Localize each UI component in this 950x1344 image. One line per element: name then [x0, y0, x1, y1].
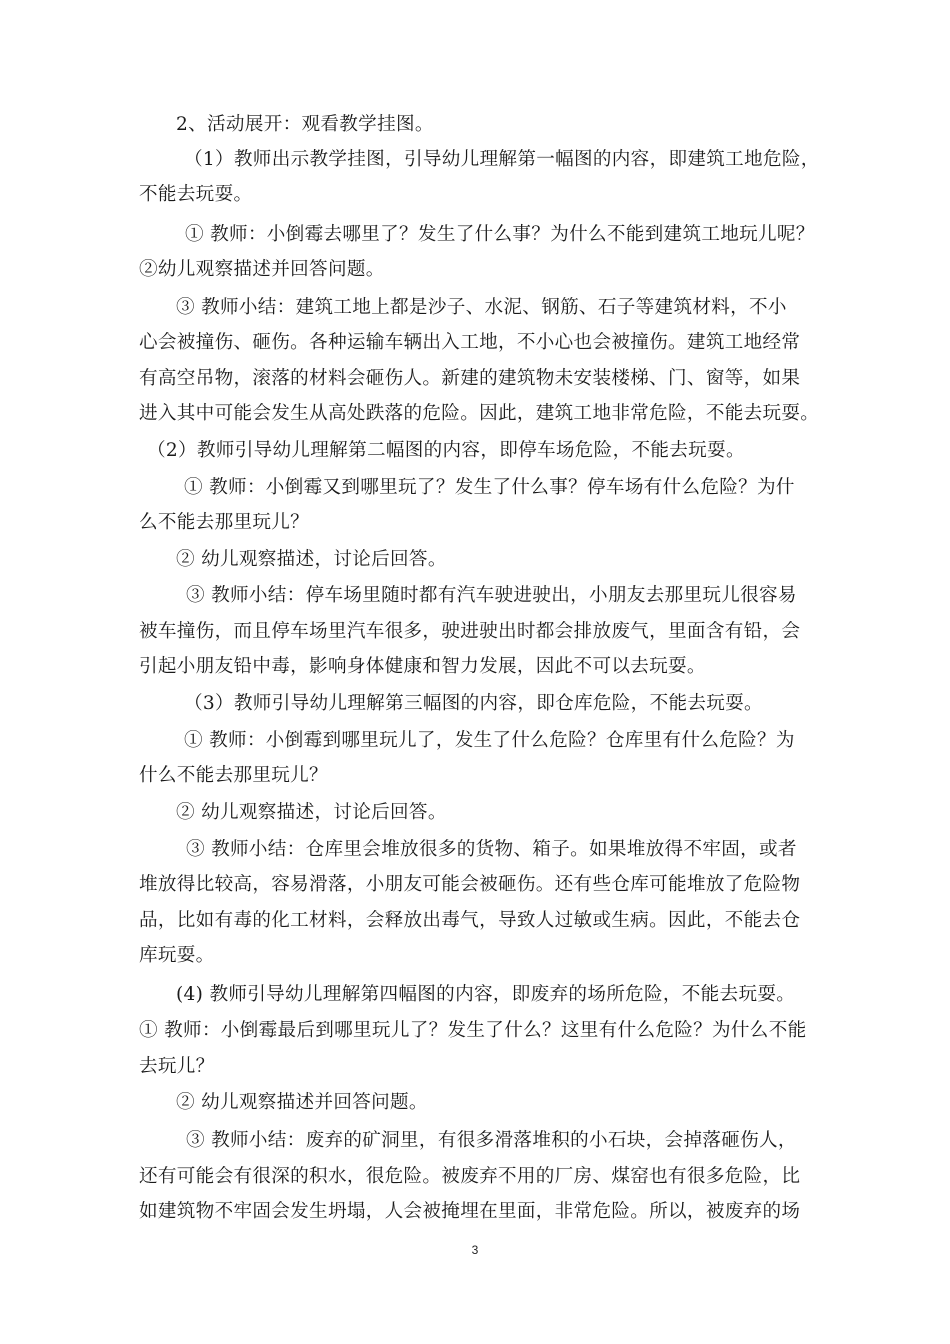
text-line: 么不能去那里玩儿？ [139, 512, 310, 533]
text-line: （3）教师引导幼儿理解第三幅图的内容，即仓库危险，不能去玩耍。 [184, 693, 763, 714]
page-number: 3 [471, 1243, 479, 1257]
text-line: 堆放得比较高，容易滑落，小朋友可能会被砸伤。还有些仓库可能堆放了危险物 [139, 874, 801, 895]
text-line: 库玩耍。 [139, 945, 215, 966]
text-line: ① 教师：小倒霉最后到哪里玩儿了？发生了什么？这里有什么危险？为什么不能 [139, 1020, 807, 1041]
text-line: ②幼儿观察描述并回答问题。 [139, 259, 385, 280]
text-line: 有高空吊物，滚落的材料会砸伤人。新建的建筑物未安装楼梯、门、窗等，如果 [139, 368, 801, 389]
text-line: 品，比如有毒的化工材料，会释放出毒气，导致人过敏或生病。因此，不能去仓 [139, 910, 801, 931]
text-line: ③ 教师小结：仓库里会堆放很多的货物、箱子。如果堆放得不牢固，或者 [186, 839, 797, 860]
text-line: ② 幼儿观察描述并回答问题。 [176, 1092, 428, 1113]
text-line: ② 幼儿观察描述，讨论后回答。 [176, 549, 447, 570]
text-line: 2、活动展开：观看教学挂图。 [176, 114, 434, 135]
text-line: 不能去玩耍。 [139, 184, 253, 205]
text-line: 如建筑物不牢固会发生坍塌，人会被掩埋在里面，非常危险。所以，被废弃的场 [139, 1201, 801, 1222]
text-line: 还有可能会有很深的积水，很危险。被废弃不用的厂房、煤窑也有很多危险，比 [139, 1166, 801, 1187]
text-line: ① 教师：小倒霉去哪里了？发生了什么事？为什么不能到建筑工地玩儿呢？ [185, 224, 815, 245]
text-line: ③ 教师小结：停车场里随时都有汽车驶进驶出，小朋友去那里玩儿很容易 [186, 585, 797, 606]
text-line: ③ 教师小结：建筑工地上都是沙子、水泥、钢筋、石子等建筑材料，不小 [176, 297, 787, 318]
text-line: （1）教师出示教学挂图，引导幼儿理解第一幅图的内容，即建筑工地危险， [184, 149, 820, 170]
text-line: ① 教师：小倒霉到哪里玩儿了，发生了什么危险？仓库里有什么危险？为 [184, 730, 795, 751]
text-line: 进入其中可能会发生从高处跌落的危险。因此，建筑工地非常危险，不能去玩耍。 [139, 403, 820, 424]
text-line: （2）教师引导幼儿理解第二幅图的内容，即停车场危险，不能去玩耍。 [147, 440, 745, 461]
text-line: 什么不能去那里玩儿？ [139, 765, 328, 786]
text-line: ② 幼儿观察描述，讨论后回答。 [176, 802, 447, 823]
text-line: 引起小朋友铅中毒，影响身体健康和智力发展，因此不可以去玩耍。 [139, 656, 706, 677]
text-line: 去玩儿？ [139, 1056, 215, 1077]
text-line: ③ 教师小结：废弃的矿洞里，有很多滑落堆积的小石块，会掉落砸伤人， [186, 1130, 797, 1151]
text-line: (4) 教师引导幼儿理解第四幅图的内容，即废弃的场所危险，不能去玩耍。 [176, 984, 796, 1005]
text-line: 心会被撞伤、砸伤。各种运输车辆出入工地，不小心也会被撞伤。建筑工地经常 [139, 332, 801, 353]
text-line: 被车撞伤，而且停车场里汽车很多，驶进驶出时都会排放废气，里面含有铅，会 [139, 621, 801, 642]
text-line: ① 教师：小倒霉又到哪里玩了？发生了什么事？停车场有什么危险？为什 [184, 477, 795, 498]
